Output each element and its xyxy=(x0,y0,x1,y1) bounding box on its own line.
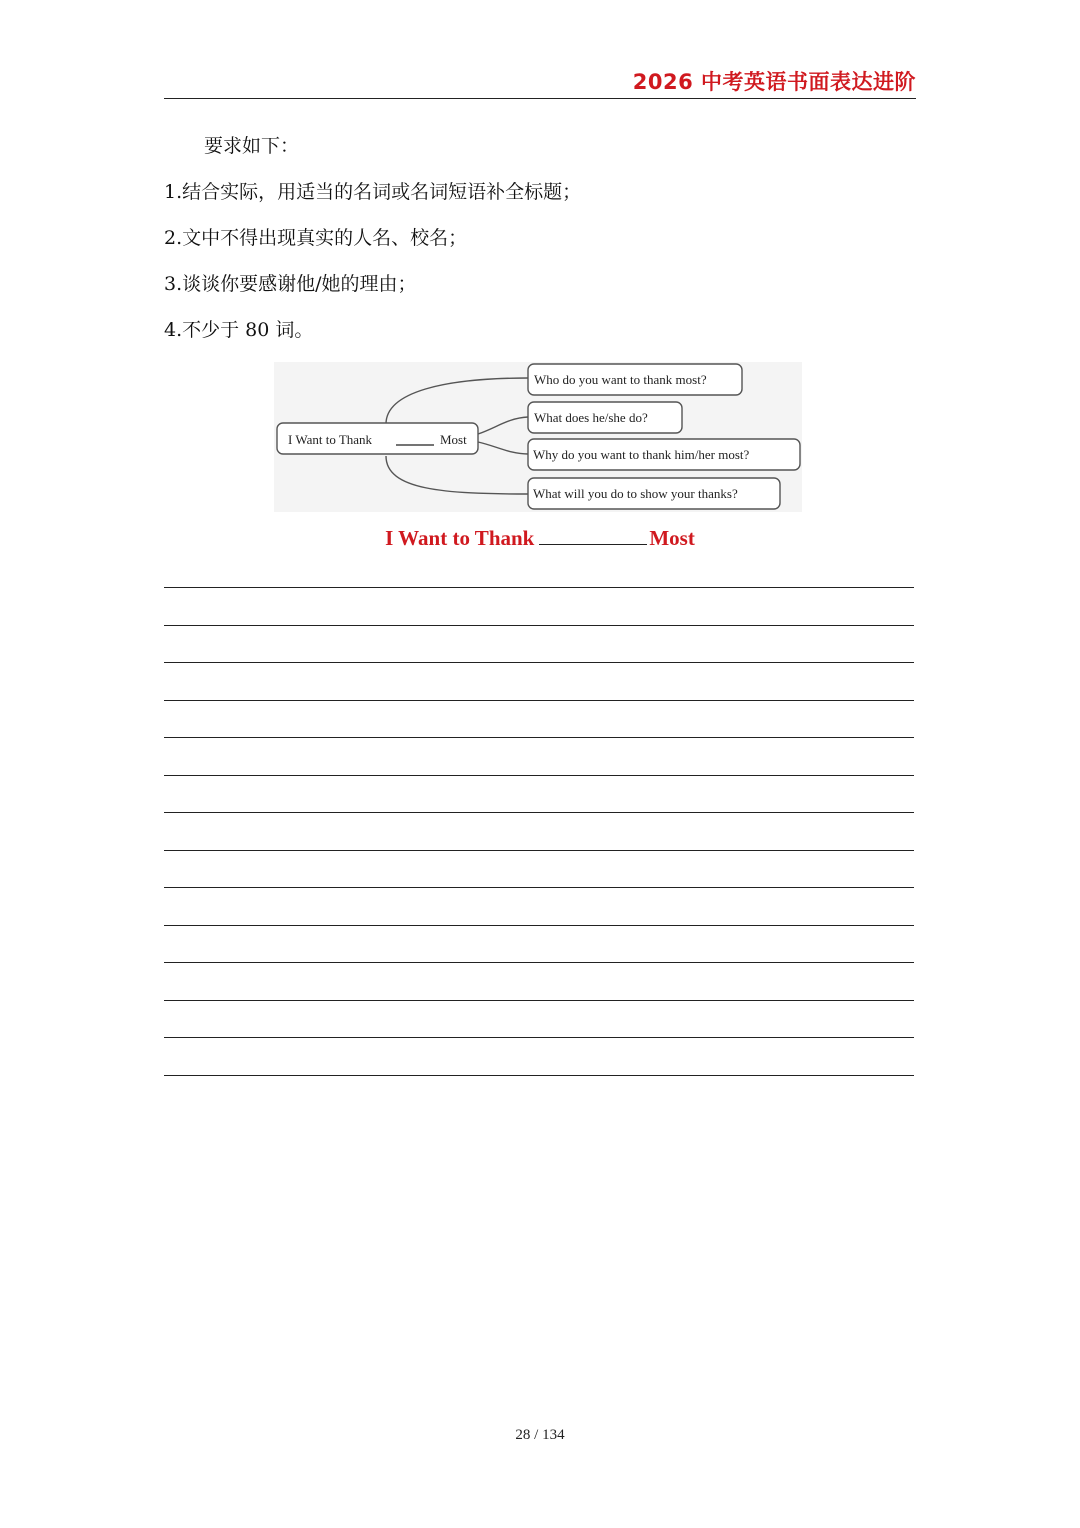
question-text-4: What will you do to show your thanks? xyxy=(533,486,738,501)
writing-line[interactable] xyxy=(164,887,914,925)
mind-map xyxy=(274,362,802,512)
writing-line[interactable] xyxy=(164,587,914,625)
question-text-2: What does he/she do? xyxy=(534,410,648,425)
header-title: 2026 中考英语书面表达进阶 xyxy=(632,70,916,94)
requirement-4: 4.不少于 80 词。 xyxy=(164,319,314,341)
writing-area[interactable] xyxy=(164,587,914,1077)
writing-line[interactable] xyxy=(164,662,914,700)
question-text-3: Why do you want to thank him/her most? xyxy=(533,447,750,462)
header-rule xyxy=(164,98,916,99)
center-node-left-text: I Want to Thank xyxy=(288,432,373,447)
writing-line[interactable] xyxy=(164,1000,914,1038)
writing-line[interactable] xyxy=(164,700,914,738)
page-number: 28 / 134 xyxy=(515,1427,565,1443)
essay-title-blank[interactable] xyxy=(539,526,647,545)
writing-line[interactable] xyxy=(164,625,914,663)
essay-title xyxy=(0,526,1080,551)
essay-title-left: I Want to Thank xyxy=(385,526,535,550)
requirement-3: 3.谈谈你要感谢他/她的理由； xyxy=(164,273,417,295)
writing-line[interactable] xyxy=(164,962,914,1000)
writing-line[interactable] xyxy=(164,812,914,850)
requirement-1: 1.结合实际，用适当的名词或名词短语补全标题； xyxy=(164,181,582,203)
writing-line[interactable] xyxy=(164,925,914,963)
writing-line[interactable] xyxy=(164,1075,914,1077)
center-node-right-text: Most xyxy=(440,432,467,447)
requirement-2: 2.文中不得出现真实的人名、校名； xyxy=(164,227,468,249)
writing-line[interactable] xyxy=(164,1037,914,1075)
requirements-intro: 要求如下： xyxy=(204,135,300,157)
writing-line[interactable] xyxy=(164,775,914,813)
writing-line[interactable] xyxy=(164,737,914,775)
question-text-1: Who do you want to thank most? xyxy=(534,372,707,387)
essay-title-right: Most xyxy=(649,526,695,550)
writing-line[interactable] xyxy=(164,850,914,888)
